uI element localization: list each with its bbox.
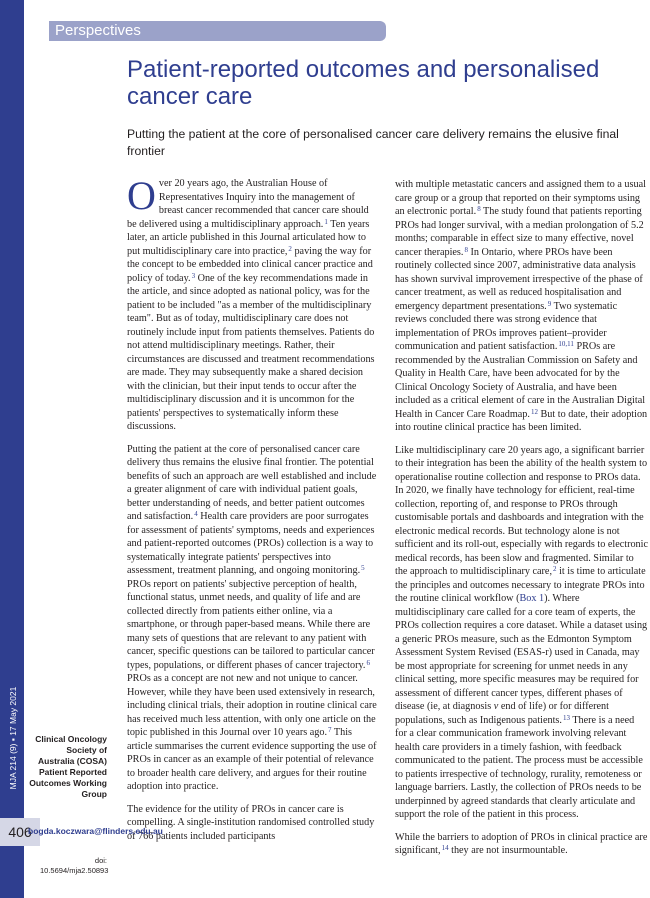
box-1-link[interactable]: Box 1 [519,593,545,604]
text-run: There is a need for a clear communication framework involving relevant health care providers in a timely fashion, with feedback communicated to the patient. The process must be accessible to patients irrespective of technology, rurality, remoteness or language barriers. Lastly, the collection of PROs needs to be underpinned by agreed standards that clearly articulate and support the role of the patient in this process. [395,714,643,820]
paragraph [395,831,648,858]
text-run: Two systematic reviews concluded there was strong evidence that implementation of PROs improves patient–provider communication and patient satisfaction. [395,300,618,352]
reference-link[interactable]: 13 [562,713,570,722]
author-affiliation: Clinical Oncology Society of Australia (COSA) Patient Reported Outcomes Working Group [29,734,107,799]
text-run: This article summarises the current evidence supporting the use of PROs in cancer as an example of their potential of relevance to broader health care delivery, and argues for their routine adoption into practice. [127,727,377,792]
doi[interactable]: doi: 10.5694/mja2.50893 [40,856,109,875]
journal-sidebar [0,0,24,898]
reference-link[interactable]: 4 [194,510,198,518]
text-run: While the barriers to adoption of PROs in clinical practice are significant, [395,831,648,856]
reference-link[interactable]: 12 [530,407,538,416]
journal-meta-text: MJA 214 (9) ▪ 17 May 2021 [8,686,18,790]
reference-link[interactable]: 5 [361,564,365,572]
page-number: 406 [0,818,40,846]
text-run: ver 20 years ago, the Australian House of Representatives Inquiry into the management of breast cancer recommended that cancer care should be delivered using a multidisciplinary approach. [127,178,369,230]
text-run: v [493,701,499,712]
text-run: Putting the patient at the core of personalised cancer care delivery thus remains the elusive final frontier. The potential benefits of such an approach are well established and include a greater alignment of care with individual patient goals, better understanding of needs, and better patient outcomes and satisfaction. [127,443,377,522]
text-run: with multiple metastatic cancers and assigned them to a usual care group or a group that reported on their symptoms using an electronic portal. [395,179,646,217]
reference-link[interactable]: 3 [191,271,196,280]
section-tab [49,21,386,41]
section-label: Perspectives [55,22,141,39]
text-run: PROs report on patients' subjective perception of health, functional status, unmet needs, and quality of life and are collected directly from patients either online, via a smartphone, or through paper-based means. While there are many sets of questions that are relevant to any patient with cancer, specific questions can be tailored to particular cancer types, populations, or different phases of cancer trajectory. [127,578,375,671]
article-title: Patient-reported outcomes and personalised cancer care [127,56,600,110]
paragraph [127,173,380,434]
left-column [127,173,380,852]
reference-link[interactable]: 14 [441,844,449,852]
reference-link[interactable]: 6 [366,658,370,667]
reference-link[interactable]: 10,11 [558,340,574,348]
reference-link[interactable]: 8 [477,205,481,213]
drop-cap: O [127,173,156,218]
text-run: But to date, their adoption into routine clinical practice has been limited. [395,408,648,433]
reference-link[interactable]: 8 [464,245,468,254]
text-run: ). Where multidisciplinary care called for a core team of experts, the PROs collection requires a core dataset. While a dataset using a generic PROs measure, such as the Edmonton Symptom Assessment System Revised (ESAS-r) used in Canada, may be most appropriate for screening for unmet needs in any clinical setting, more specific measures may be required for assessment of different cancer types, different phases of disease (ie, at diagnosis [395,593,648,712]
text-run: Ten years later, an article published in this Journal articulated how to put multidisciplinary care into practice, [127,218,370,257]
reference-link[interactable]: 1 [324,217,328,226]
paragraph [395,444,648,822]
paragraph [127,443,380,794]
text-run: In Ontario, where PROs have been routinely collected since 2007, administrative data analysis has shown survival improvement irrespective of the phase of cancer treatment, as well as reduced hospitalisation and emergency department presentations. [395,246,643,312]
text-run: they are not insurmountable. [448,845,568,856]
text-run: The study found that patients reporting PROs had longer survival, with a median prolongation of 5.2 months; comparable in effect size to many effective, novel cancer therapies. [395,206,644,258]
standfirst: Putting the patient at the core of personalised cancer care delivery remains the elusive final frontier [127,127,619,158]
reference-link[interactable]: 2 [553,565,557,573]
reference-link[interactable]: 7 [328,726,332,734]
text-run: end of life) or for different populations, such as Indigenous patients. [395,701,609,726]
text-run: paving the way for the concept to be embedded into clinical cancer practice and policy of today. [127,245,373,284]
reference-link[interactable]: 2 [288,244,292,253]
text-run: PROs as a concept are not new and not unique to cancer. However, while they have been used extensively in research, including clinical trials, their adoption in routine clinical care has received much less attention, with only one article on the topic published in this Journal over 10 years ago. [127,673,377,738]
text-run: Health care providers are poor surrogates for assessment of patients' symptoms, needs and experiences and patient-reported outcomes (PROs) collection is a way to systematically integrate patients' perspectives into assessment, treatment planning, and ongoing monitoring. [127,511,375,576]
contact-email[interactable]: bogda.koczwara@flinders.edu.au [28,826,163,836]
reference-link[interactable]: 9 [547,299,552,308]
paragraph [395,178,648,435]
text-run: it is time to articulate the principles and outcomes necessary to integrate PROs into the routine clinical workflow ( [395,566,646,604]
text-run: One of the key recommendations made in the article, and since adopted as national policy, was for the patient to be included "as a member of the multidisciplinary team". But as of today, multidisciplinary care does not routinely include input from patients themselves. Patients do not attend multidisciplinary meetings. Rather, their circumstances are discussed and treatment recommendations are made. They may subsequently make a shared decision with the clinician, but their input tends to occur after the multidisciplinary discussion and it is uncommon for the patients' perspectives to systematically inform these discussions. [127,272,375,432]
text-run: Like multidisciplinary care 20 years ago, a significant barrier to their integration has been the ability of the health system to operationalise routine collection and response to PROs data. In 2020, we finally have technology for efficient, real-time collection, reporting of, and response to PROs through customisable portals and dashboards and integration with the electronic medical records. But technology alone is not sufficient and its roll-out, especially with regards to electronic medical records, has been slow and fragmented. Similar to the approach to multidisciplinary care, [395,444,649,577]
right-column [395,178,648,867]
text-run: PROs are recommended by the Australian Commission on Safety and Quality in Health Care, have been advocated for by the Clinical Oncology Society of Australia, and have been included as a critical element of care in the Australian Digital Health in Cancer Care Roadmap. [395,341,646,420]
text-run: The evidence for the utility of PROs in cancer care is compelling. A single-institution randomised controlled study of 766 patients included participants [127,803,375,842]
paragraph [127,803,380,844]
